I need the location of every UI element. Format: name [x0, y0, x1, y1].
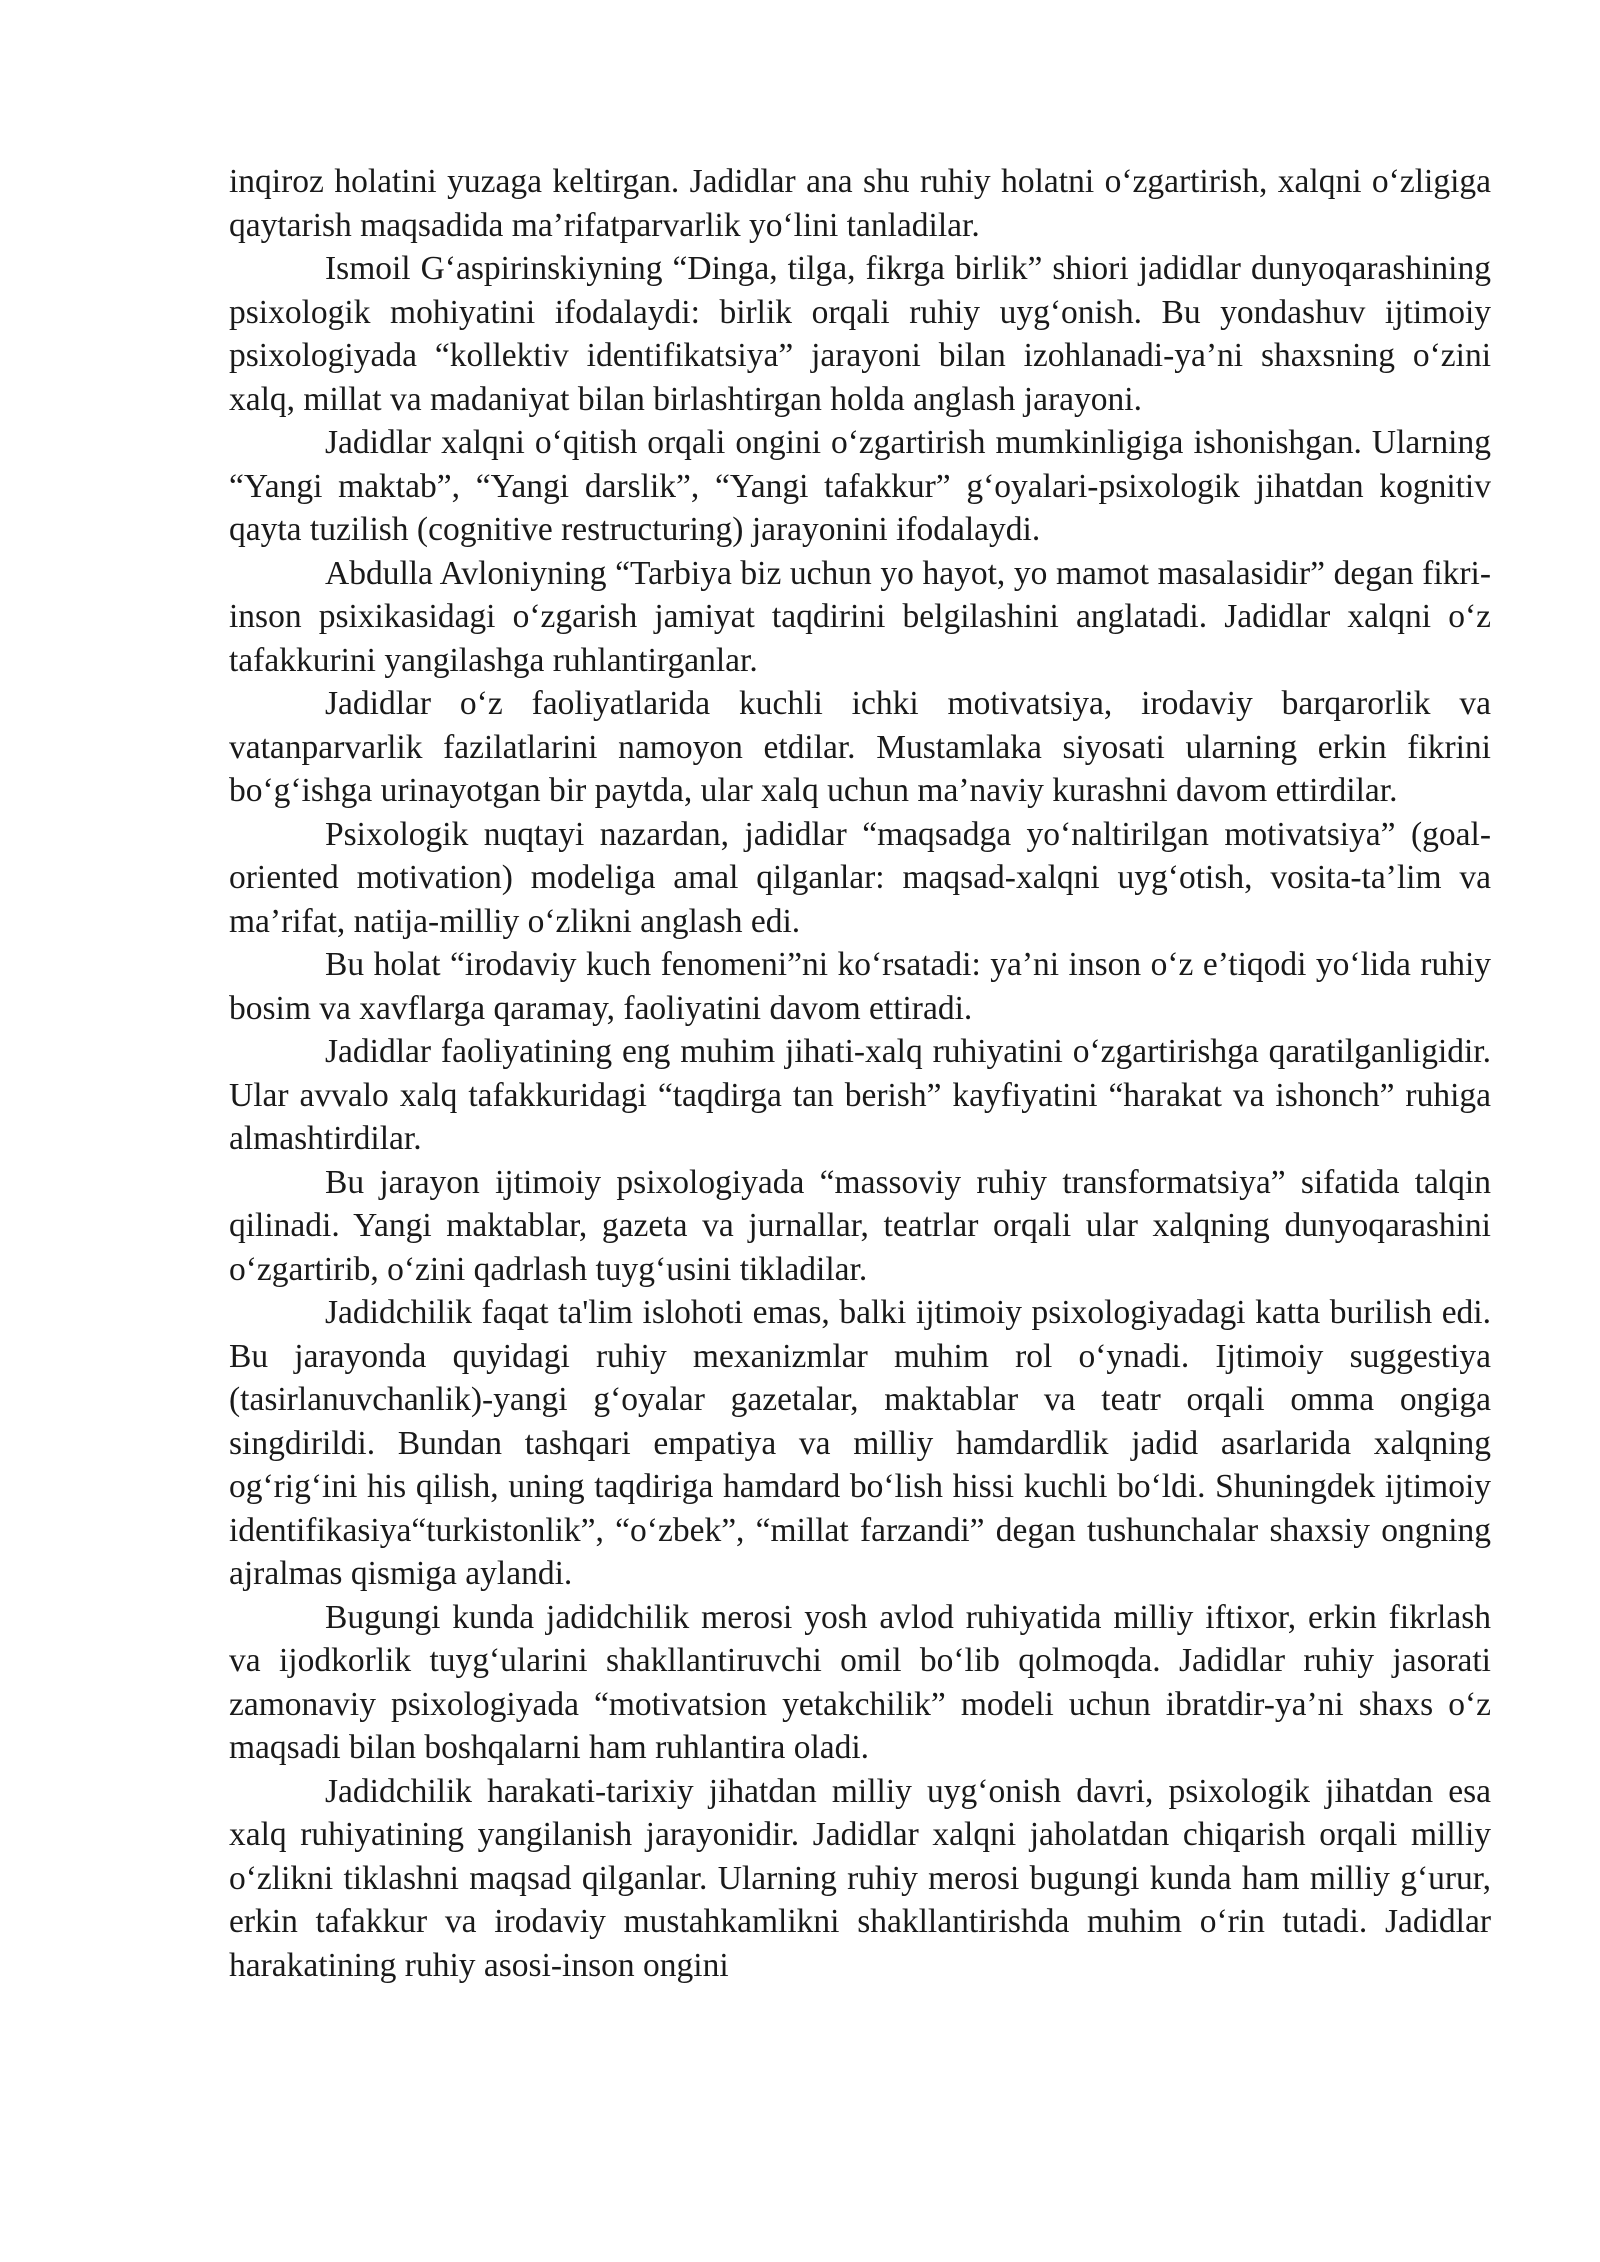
paragraph-goal-oriented: Psixologik nuqtayi nazardan, jadidlar “maqsadga yo‘naltirilgan motivatsiya” (goal-oriented motivation) modeliga amal qilganlar: maqsad-xalqni uyg‘otish, vosita-ta’lim va ma’rifat, natija-milliy o‘zlikni anglash edi.: [229, 815, 1491, 940]
document-page: [229, 160, 1491, 1987]
paragraph-mechanisms: Jadidchilik faqat ta'lim islohoti emas, balki ijtimoiy psixologiyadagi katta burilish edi. Bu jarayonda quyidagi ruhiy mexanizmlar muhim rol o‘ynadi. Ijtimoiy suggestiya (tasirlanuvchanlik)-yangi g‘oyalar gazetalar, maktablar va teatr orqali omma ongiga singdirildi. Bundan tashqari empatiya va milliy hamdardlik jadid asarlarida xalqning og‘rig‘ini his qilish, uning taqdiriga hamdard bo‘lish hissi kuchli bo‘ldi. Shuningdek ijtimoiy identifikasiya“turkistonlik”, “o‘zbek”, “millat farzandi” degan tushunchalar shaxsiy ongning ajralmas qismiga aylandi.: [229, 1294, 1491, 1592]
paragraph-education: Jadidlar xalqni o‘qitish orqali ongini o‘zgartirish mumkinligiga ishonishgan. Ularning “Yangi maktab”, “Yangi darslik”, “Yangi tafakkur” g‘oyalari-psixologik jihatdan kognitiv qayta tuzilish (cognitive restructuring) jarayonini ifodalaydi.: [229, 424, 1491, 548]
paragraph-mindset-change: Jadidlar faoliyatining eng muhim jihati-xalq ruhiyatini o‘zgartirishga qaratilganligidir. Ular avvalo xalq tafakkuridagi “taqdirga tan berish” kayfiyatini “harakat va ishonch” ruhiga almashtirdilar.: [229, 1033, 1491, 1157]
paragraph-avloniy: Abdulla Avloniyning “Tarbiya biz uchun yo hayot, yo mamot masalasidir” degan fikri-inson psixikasidagi o‘zgarish jamiyat taqdirini belgilashini anglatadi. Jadidlar xalqni o‘z tafakkurini yangilashga ruhlantirganlar.: [229, 554, 1491, 679]
paragraph-willpower: Bu holat “irodaviy kuch fenomeni”ni ko‘rsatadi: ya’ni inson o‘z e’tiqodi yo‘lida ruhiy bosim va xavflarga qaramay, faoliyatini davom ettiradi.: [229, 946, 1491, 1027]
paragraph-gaspirinskiy: Ismoil G‘aspirinskiyning “Dinga, tilga, fikrga birlik” shiori jadidlar dunyoqarashining psixologik mohiyatini ifodalaydi: birlik orqali ruhiy uyg‘onish. Bu yondashuv ijtimoiy psixologiyada “kollektiv identifikatsiya” jarayoni bilan izohlanadi-ya’ni shaxsning o‘zini xalq, millat va madaniyat bilan birlashtirgan holda anglash jarayoni.: [229, 250, 1491, 418]
paragraph-conclusion: Jadidchilik harakati-tarixiy jihatdan milliy uyg‘onish davri, psixologik jihatdan esa xalq ruhiyatining yangilanish jarayonidir. Jadidlar xalqni jaholatdan chiqarish orqali milliy o‘zlikni tiklashni maqsad qilganlar. Ularning ruhiy merosi bugungi kunda ham milliy g‘urur, erkin tafakkur va irodaviy mustahkamlikni shakllantirishda muhim o‘rin tutadi. Jadidlar harakatining ruhiy asosi-inson ongini: [229, 1772, 1491, 1984]
paragraph-legacy: Bugungi kunda jadidchilik merosi yosh avlod ruhiyatida milliy iftixor, erkin fikrlash va ijodkorlik tuyg‘ularini shakllantiruvchi omil bo‘lib qolmoqda. Jadidlar ruhiy jasorati zamonaviy psixologiyada “motivatsion yetakchilik” modeli uchun ibratdir-ya’ni shaxs o‘z maqsadi bilan boshqalarni ham ruhlantira oladi.: [229, 1598, 1491, 1766]
paragraph-motivation: Jadidlar o‘z faoliyatlarida kuchli ichki motivatsiya, irodaviy barqarorlik va vatanparvarlik fazilatlarini namoyon etdilar. Mustamlaka siyosati ularning erkin fikrini bo‘g‘ishga urinayotgan bir paytda, ular xalq uchun ma’naviy kurashni davom ettirdilar.: [229, 685, 1491, 809]
paragraph-continuation: inqiroz holatini yuzaga keltirgan. Jadidlar ana shu ruhiy holatni o‘zgartirish, xalqni o‘zligiga qaytarish maqsadida ma’rifatparvarlik yo‘lini tanladilar.: [229, 163, 1491, 244]
paragraph-mass-transformation: Bu jarayon ijtimoiy psixologiyada “massoviy ruhiy transformatsiya” sifatida talqin qilinadi. Yangi maktablar, gazeta va jurnallar, teatrlar orqali ular xalqning dunyoqarashini o‘zgartirib, o‘zini qadrlash tuyg‘usini tikladilar.: [229, 1163, 1491, 1288]
